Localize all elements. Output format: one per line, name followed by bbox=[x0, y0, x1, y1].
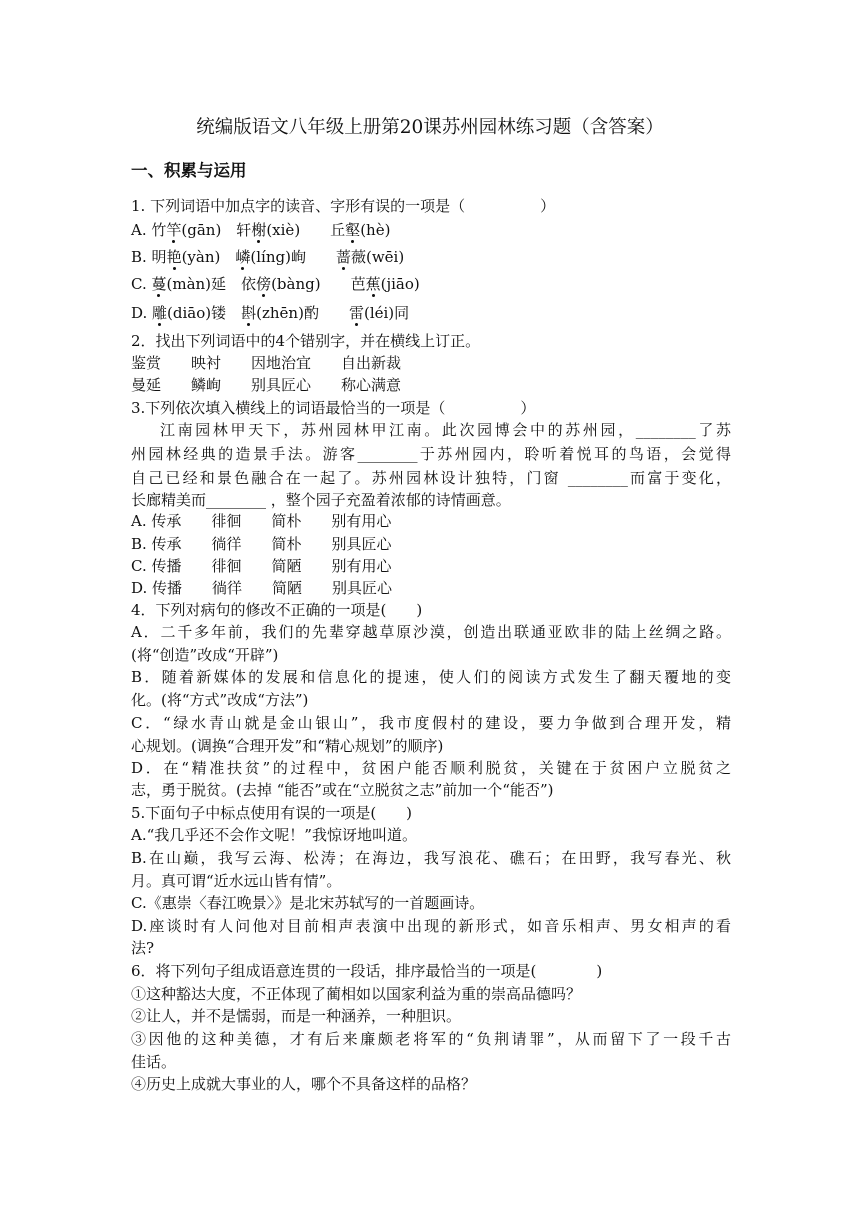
q3-stem: 3.下列依次填入横线上的词语最恰当的一项是（ ） bbox=[131, 399, 536, 417]
q1-d-text: (diāo)镂 bbox=[167, 304, 242, 322]
q5-stem: 5.下面句子中标点使用有误的一项是( ) bbox=[131, 804, 413, 822]
q2-word-row: 鉴赏 映衬 因地治宜 自出新裁 bbox=[131, 354, 402, 372]
q3-passage-line: 州园林经典的造景手法。游客________于苏州园内，聆听着悦耳的鸟语，会觉得 bbox=[131, 445, 731, 463]
q4-option-line: B．随着新媒体的发展和信息化的提速，使人们的阅读方式发生了翻天覆地的变 bbox=[131, 668, 731, 686]
dotted-char: 斟 bbox=[241, 304, 257, 322]
q6-sentence: ④历史上成就大事业的人，哪个不具备这样的品格？ bbox=[131, 1075, 477, 1093]
document-title: 统编版语文八年级上册第20课苏州园林练习题（含答案） bbox=[196, 117, 664, 138]
q3-option: D. 传播 徜徉 简陋 别具匠心 bbox=[131, 579, 393, 597]
dotted-char: 壑 bbox=[345, 221, 361, 239]
q1-b-text: 薇(wēi) bbox=[350, 248, 405, 266]
dotted-char: 蕉 bbox=[365, 275, 381, 293]
dotted-char: 艳 bbox=[166, 248, 182, 266]
q1-option-a bbox=[131, 220, 731, 240]
q1-option-d bbox=[131, 303, 731, 323]
q1-option-c bbox=[131, 274, 731, 294]
q1-d-text: (zhēn)酌 bbox=[256, 304, 349, 322]
dotted-char: 竿 bbox=[166, 221, 182, 239]
q4-option-line: 志，勇于脱贫。(去掉 “能否”或在“立脱贫之志”前加一个“能否”) bbox=[131, 781, 554, 799]
dotted-char: 榭 bbox=[251, 221, 267, 239]
q4-option-line: A．二千多年前，我们的先辈穿越草原沙漠，创造出联通亚欧非的陆上丝绸之路。 bbox=[131, 623, 731, 641]
q6-stem: 6．将下列句子组成语意连贯的一段话，排序最恰当的一项是( ) bbox=[131, 962, 603, 980]
q3-passage-line: 江南园林甲天下，苏州园林甲江南。此次园博会中的苏州园，________了苏 bbox=[160, 421, 731, 439]
q5-option-line: A.“我几乎还不会作文呢！”我惊讶地叫道。 bbox=[131, 826, 417, 844]
q5-option-line: C.《惠崇〈春江晚景〉》是北宋苏轼写的一首题画诗。 bbox=[131, 894, 485, 912]
q5-option-line: D.座谈时有人问他对目前相声表演中出现的新形式，如音乐相声、男女相声的看 bbox=[131, 917, 731, 935]
q5-option-line: 月。真可谓“近水远山皆有情”。 bbox=[131, 872, 342, 890]
q6-sentence: ②让人，并不是懦弱，而是一种涵养，一种胆识。 bbox=[131, 1007, 462, 1025]
q1-d-text: (léi)同 bbox=[363, 304, 410, 322]
q1-a-text: (hè) bbox=[360, 221, 391, 239]
q3-option: A. 传承 徘徊 简朴 别有用心 bbox=[131, 512, 392, 530]
q1-d-text: D. bbox=[131, 304, 153, 322]
q1-b-text: (yàn) bbox=[181, 248, 236, 266]
q4-option-line: D．在“精准扶贫”的过程中，贫困户能否顺利脱贫，关键在于贫困户立脱贫之 bbox=[131, 759, 731, 777]
q4-option-line: C．“绿水青山就是金山银山”，我市度假村的建设，要力争做到合理开发，精 bbox=[131, 714, 731, 732]
q1-a-text: (gān) 轩 bbox=[181, 221, 252, 239]
q1-c-text: (màn)延 依 bbox=[166, 275, 257, 293]
q1-c-text: (jiāo) bbox=[380, 275, 420, 293]
q3-passage-line: 自己已经和景色融合在一起了。苏州园林设计独特，门窗 ________而富于变化， bbox=[131, 469, 731, 487]
q6-sentence: 佳话。 bbox=[131, 1053, 177, 1071]
q5-option-line: B.在山巅，我写云海、松涛；在海边，我写浪花、礁石；在田野，我写春光、秋 bbox=[131, 849, 731, 867]
dotted-char: 雷 bbox=[348, 304, 364, 322]
q6-sentence: ①这种豁达大度，不正体现了蔺相如以国家利益为重的崇高品德吗？ bbox=[131, 985, 582, 1003]
q4-stem: 4．下列对病句的修改不正确的一项是( ) bbox=[131, 601, 423, 619]
dotted-char: 傍 bbox=[256, 275, 272, 293]
q4-option-line: 心规划。(调换“合理开发”和“精心规划”的顺序) bbox=[131, 737, 444, 755]
q1-a-text: (xiè) 丘 bbox=[266, 221, 346, 239]
dotted-char: 嶙 bbox=[235, 248, 251, 266]
q4-option-line: 化。(将“方式”改成“方法”) bbox=[131, 691, 309, 709]
section-heading: 一、积累与运用 bbox=[131, 161, 247, 180]
q1-b-text: B. 明 bbox=[131, 248, 167, 266]
q2-word-row: 曼延 鳞峋 别具匠心 称心满意 bbox=[131, 376, 402, 394]
q6-sentence: ③因他的这种美德，才有后来廉颇老将军的“负荆请罪”，从而留下了一段千古 bbox=[131, 1030, 731, 1048]
q1-option-b bbox=[131, 247, 731, 267]
q3-option: C. 传播 徘徊 简陋 别有用心 bbox=[131, 557, 392, 575]
q3-passage-line: 长廊精美而________ ，整个园子充盈着浓郁的诗情画意。 bbox=[131, 491, 511, 509]
q3-option: B. 传承 徜徉 简朴 别具匠心 bbox=[131, 535, 392, 553]
q1-c-text: (bàng) 芭 bbox=[271, 275, 366, 293]
dotted-char: 蔷 bbox=[335, 248, 351, 266]
dotted-char: 蔓 bbox=[151, 275, 167, 293]
q5-option-line: 法? bbox=[131, 939, 155, 957]
q1-stem: 1. 下列词语中加点字的读音、字形有误的一项是（ ） bbox=[131, 197, 556, 215]
q1-a-text: A. 竹 bbox=[131, 221, 167, 239]
dotted-char: 雕 bbox=[152, 304, 168, 322]
q1-b-text: (líng)峋 bbox=[250, 248, 336, 266]
q4-option-line: (将“创造”改成“开辟”) bbox=[131, 646, 279, 664]
q1-c-text: C. bbox=[131, 275, 152, 293]
q2-stem: 2．找出下列词语中的4个错别字，并在横线上订正。 bbox=[131, 332, 481, 350]
